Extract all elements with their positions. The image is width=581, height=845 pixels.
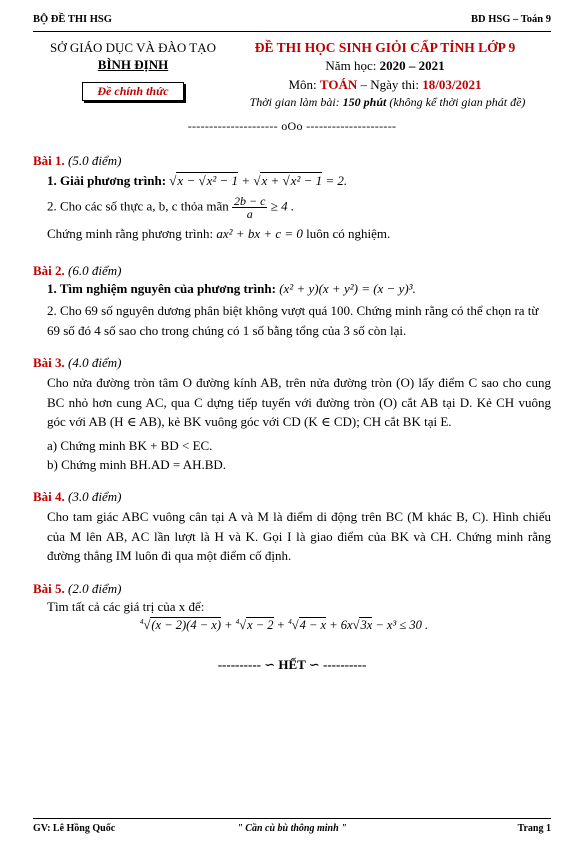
problem-1-heading: Bài 1. (5.0 điểm): [33, 153, 122, 168]
problem-1-q1: 1. Giải phương trình: √x − √x² − 1 + √x + √x² − 1 = 2.: [47, 173, 348, 188]
exam-year: Năm học: 2020 – 2021: [325, 58, 445, 73]
header-rule: [33, 31, 551, 32]
problem-1-q2: 2. Cho các số thực a, b, c thỏa mãn $\frac{2b - c}{a}$ ≥ 4 .: [47, 194, 295, 221]
footer-motto: " Cần cù bù thông minh ": [237, 823, 347, 834]
org-name: SỞ GIÁO DỤC VÀ ĐÀO TẠO: [50, 40, 216, 55]
problem-5-inequality: $^4$√(x − 2)(4 − x) + $^4$√x − 2 + $^4$√4 − x + 6x√3x − x³ ≤ 30 .: [140, 618, 429, 633]
fraction: $\frac{2b - c}{a}$: [234, 194, 266, 221]
page-header: [33, 14, 551, 25]
problem-1-q3: Chứng minh rằng phương trình: ax² + bx + c = 0 luôn có nghiệm.: [47, 226, 391, 241]
problem-3-text: Cho nửa đường tròn tâm O đường kính AB, trên nửa đường tròn (O) lấy điểm C sao cho cung BC nhỏ hơn cung AC, qua C dựng tiếp tuyến với đường tròn (O) cắt AB tại D. Kẻ CH vuông góc với AB (H ∈ AB), kẻ BK vuông góc với CD (K ∈ CD); CH cắt BK tại E.: [47, 375, 551, 429]
problem-4-text: Cho tam giác ABC vuông cân tại A và M là điểm di động trên BC (M khác B, C). Hình chiếu của M lên AB, AC lần lượt là H và K. Gọi I là giao điểm của BK và CH. Chứng minh rằng đường thẳng IM luôn đi qua một điểm cố định.: [47, 509, 551, 563]
problem-3-heading: Bài 3. (4.0 điểm): [33, 355, 122, 370]
problem-3-a: a) Chứng minh BK + BD < EC.: [47, 438, 213, 453]
official-badge: Đề chính thức: [82, 82, 184, 101]
exam-time: Thời gian làm bài: 150 phút (không kể thời gian phát đề): [249, 95, 526, 109]
problem-2-heading: Bài 2. (6.0 điểm): [33, 263, 122, 278]
footer-author: GV: Lê Hồng Quốc: [33, 823, 116, 834]
footer-page: Trang 1: [517, 823, 551, 834]
problem-2-q1: 1. Tìm nghiệm nguyên của phương trình: (x² + y)(x + y²) = (x − y)³.: [47, 281, 416, 296]
page-footer: [33, 823, 551, 834]
org-province: BÌNH ĐỊNH: [97, 57, 169, 72]
exam-subject: Môn: TOÁN – Ngày thi: 18/03/2021: [288, 77, 482, 92]
end-marker: ---------- ∽ HẾT ∽ ----------: [217, 657, 367, 672]
problem-2-q2: 2. Cho 69 số nguyên dương phân biệt không vượt quá 100. Chứng minh rằng có thể chọn ra từ 69 số đó 4 số sao cho trong chúng có 1 số bằng tổng của 3 số còn lại.: [47, 303, 539, 338]
equation: √x − √x² − 1 + √x + √x² − 1 = 2.: [169, 173, 348, 188]
problem-4-heading: Bài 4. (3.0 điểm): [33, 489, 122, 504]
problem-3-b: b) Chứng minh BH.AD = AH.BD.: [47, 457, 227, 472]
problem-5-heading: Bài 5. (2.0 điểm): [33, 581, 122, 596]
exam-title: ĐỀ THI HỌC SINH GIỎI CẤP TỈNH LỚP 9: [254, 40, 516, 55]
header-left: BỘ ĐỀ THI HSG: [33, 14, 112, 25]
footer-rule: [33, 818, 551, 819]
problem-5-text: Tìm tất cả các giá trị của x để:: [47, 599, 205, 614]
header-right: BD HSG – Toán 9: [471, 14, 551, 25]
separator: --------------------- oOo ---------------------: [187, 119, 397, 133]
